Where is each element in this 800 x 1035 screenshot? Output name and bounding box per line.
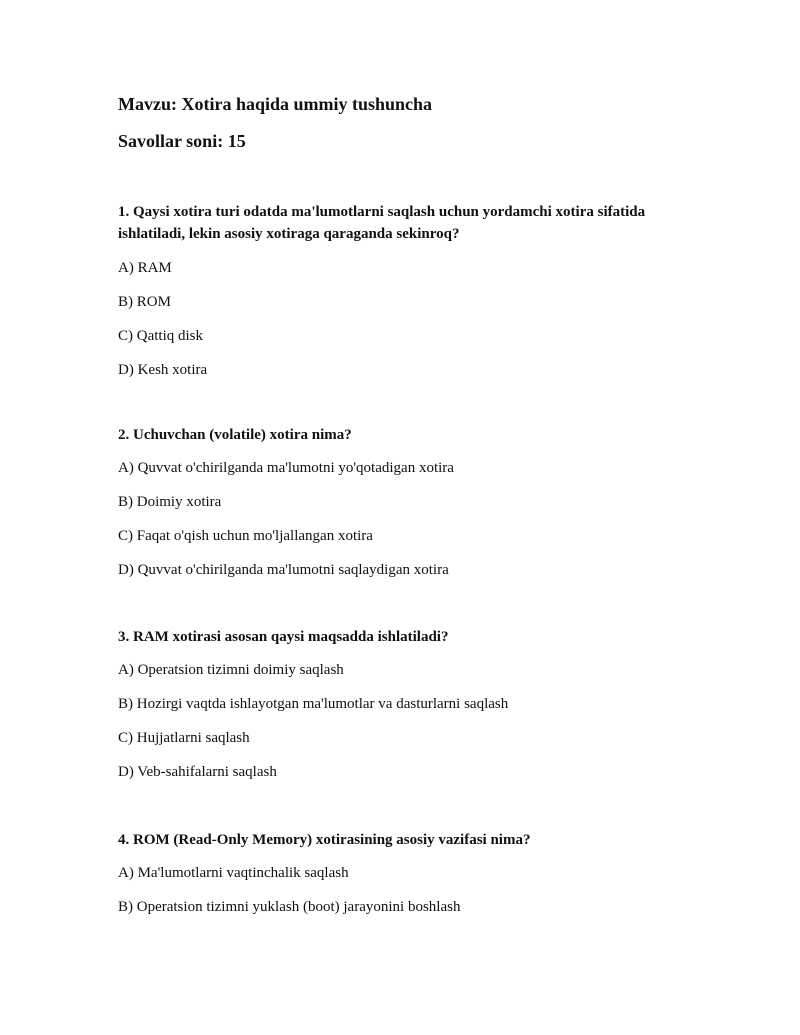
answer-option: D) Veb-sahifalarni saqlash — [118, 764, 277, 780]
question-block — [118, 201, 678, 380]
answer-option: A) Ma'lumotlarni vaqtinchalik saqlash — [118, 865, 349, 881]
answer-option: B) Doimiy xotira — [118, 494, 222, 510]
answer-option: C) Qattiq disk — [118, 328, 203, 344]
question-block — [118, 424, 678, 580]
question-text: 3. RAM xotirasi asosan qaysi maqsadda ishlatiladi? — [118, 629, 449, 645]
question-text: 4. ROM (Read-Only Memory) xotirasining asosiy vazifasi nima? — [118, 832, 531, 848]
answer-option: A) RAM — [118, 260, 172, 276]
question-text: 2. Uchuvchan (volatile) xotira nima? — [118, 427, 352, 443]
question-count-heading: Savollar soni: 15 — [118, 131, 246, 151]
answer-option: B) Hozirgi vaqtda ishlayotgan ma'lumotlar va dasturlarni saqlash — [118, 696, 509, 712]
answer-option: A) Operatsion tizimni doimiy saqlash — [118, 662, 344, 678]
question-text: 1. Qaysi xotira turi odatda ma'lumotlarni saqlash uchun yordamchi xotira sifatida ishlatiladi, lekin asosiy xotiraga qaraganda sekinroq? — [118, 204, 646, 242]
answer-option: B) Operatsion tizimni yuklash (boot) jarayonini boshlash — [118, 899, 461, 915]
question-block — [118, 829, 678, 917]
question-block — [118, 626, 678, 782]
topic-heading: Mavzu: Xotira haqida ummiy tushuncha — [118, 94, 433, 114]
answer-option: D) Kesh xotira — [118, 362, 208, 378]
answer-option: A) Quvvat o'chirilganda ma'lumotni yo'qotadigan xotira — [118, 460, 454, 476]
answer-option: B) ROM — [118, 294, 171, 310]
answer-option: C) Hujjatlarni saqlash — [118, 730, 250, 746]
answer-option: C) Faqat o'qish uchun mo'ljallangan xotira — [118, 528, 373, 544]
answer-option: D) Quvvat o'chirilganda ma'lumotni saqlaydigan xotira — [118, 562, 449, 578]
